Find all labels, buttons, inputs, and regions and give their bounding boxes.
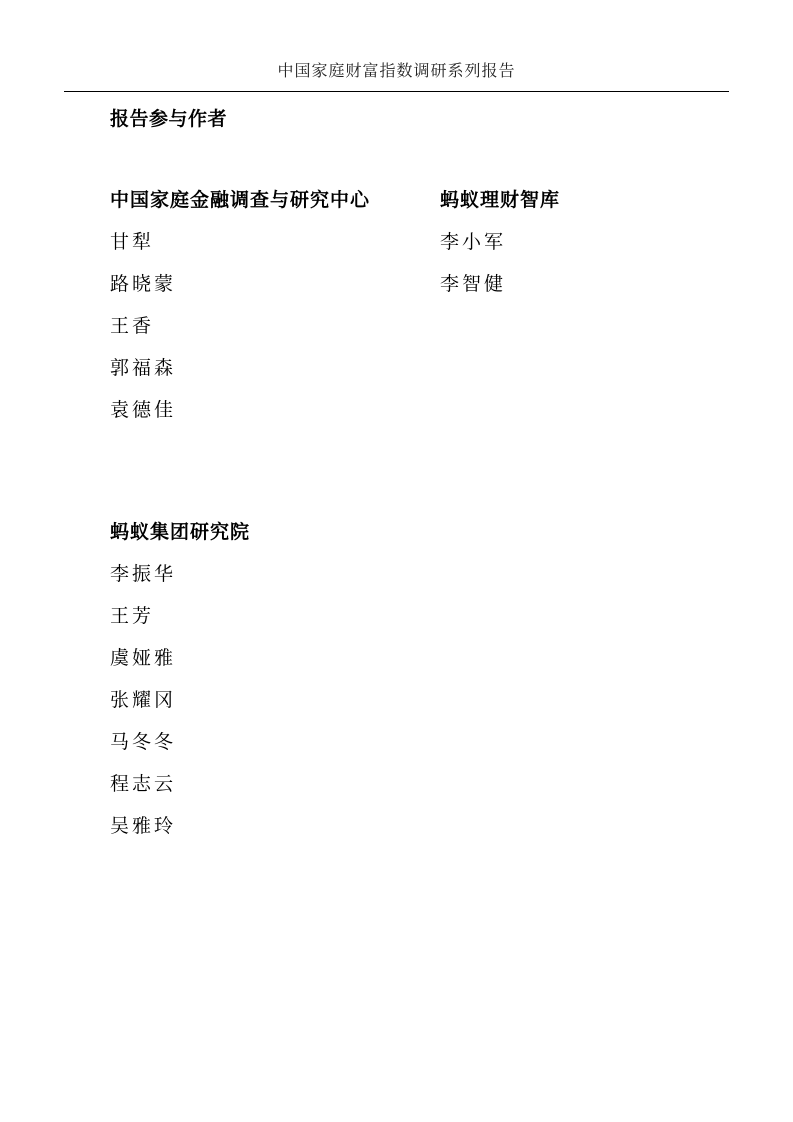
running-header: 中国家庭财富指数调研系列报告 — [277, 61, 516, 80]
author-group-cfsrc — [110, 188, 370, 440]
author-name: 郭福森 — [110, 357, 177, 379]
author-name: 张耀冈 — [110, 689, 177, 711]
author-name: 虞娅雅 — [110, 647, 177, 669]
author-name: 马冬冬 — [110, 731, 177, 753]
group-title: 蚂蚁集团研究院 — [110, 521, 251, 543]
group-title: 蚂蚁理财智库 — [440, 189, 561, 211]
author-name: 王芳 — [110, 605, 155, 627]
author-name: 甘犁 — [110, 231, 155, 253]
author-name: 王香 — [110, 315, 155, 337]
author-name: 李小军 — [440, 231, 507, 253]
author-name: 李智健 — [440, 273, 507, 295]
author-name: 吴雅玲 — [110, 815, 177, 837]
author-name: 程志云 — [110, 773, 177, 795]
author-group-ant-research — [110, 520, 250, 856]
author-name: 路晓蒙 — [110, 273, 177, 295]
author-name: 袁德佳 — [110, 399, 177, 421]
author-name: 李振华 — [110, 563, 177, 585]
author-group-ant-wealth — [440, 188, 560, 314]
page-title: 报告参与作者 — [110, 108, 228, 130]
group-title: 中国家庭金融调查与研究中心 — [110, 189, 371, 211]
header-rule — [64, 91, 729, 92]
